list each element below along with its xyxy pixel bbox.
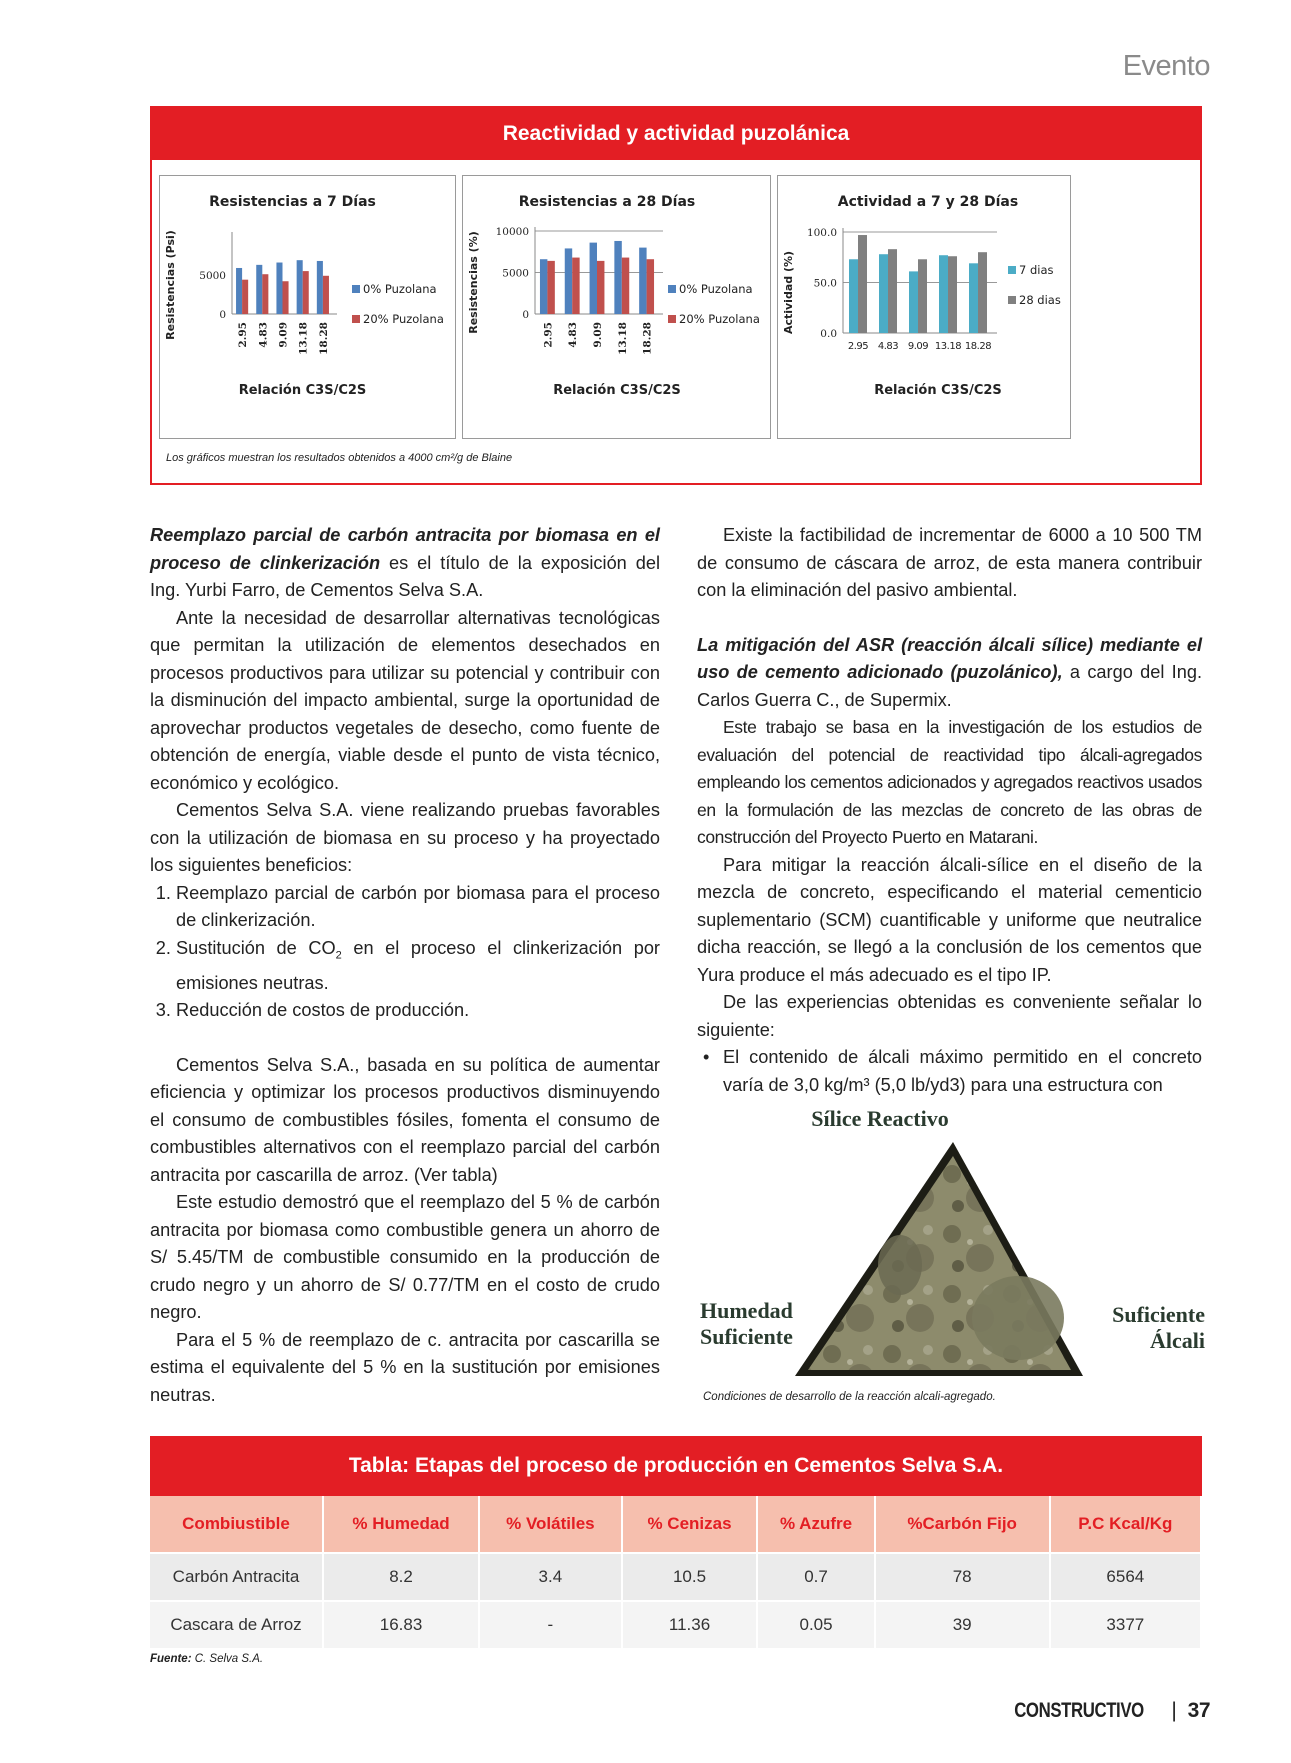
label-line: Suficiente (1112, 1302, 1205, 1327)
table-cell: 6564 (1050, 1553, 1201, 1601)
bar-7-dias (969, 263, 978, 333)
bar-20-puzolana (572, 258, 579, 314)
table-cell: 16.83 (323, 1601, 479, 1648)
figure-box (150, 106, 1202, 485)
chart-resistencias-28 (463, 176, 772, 438)
bar-28-dias (858, 235, 867, 333)
data-table (150, 1496, 1202, 1648)
list-item-text: en el proceso el clinkerización por emisiones neutras. (176, 937, 660, 993)
chart-resistencias-7 (160, 176, 457, 438)
list-item: 1. Reemplazo parcial de carbón por biomasa para el proceso de clinkerización. (176, 880, 660, 935)
magazine-brand: CONSTRUCTIVO (1014, 1699, 1144, 1722)
label-line: Álcali (1150, 1328, 1205, 1353)
triangle-graphic (700, 1100, 1220, 1400)
column-header: % Azufre (757, 1496, 874, 1553)
x-tick-label: 9.09 (907, 341, 929, 352)
column-header: P.C Kcal/Kg (1050, 1496, 1201, 1553)
figure-caption: Los gráficos muestran los resultados obtenidos a 4000 cm²/g de Blaine (166, 452, 513, 464)
x-tick-label: 2.95 (542, 322, 555, 348)
x-tick-label: 9.09 (592, 322, 604, 348)
bar-0-puzolana (614, 241, 621, 314)
paragraph-r4: Para mitigar la reacción álcali-sílice en el diseño de la mezcla de concreto, especificando el material cementicio suplementario (SCM) cuantificable y uniforme que neutralice dicha reacción, se llegó a la conclusión de los cementos que Yura produce el más adecuado es el tipo IP. (697, 854, 1202, 985)
x-tick-label: 2.95 (847, 341, 869, 352)
x-tick-label: 13.18 (616, 322, 629, 355)
page-footer (998, 1699, 1210, 1723)
table-cell: 3.4 (479, 1553, 622, 1601)
table-cell: 78 (875, 1553, 1050, 1601)
legend-swatch (352, 285, 360, 293)
y-tick-label: 0 (522, 309, 529, 321)
chart-title: Resistencias a 28 Días (518, 194, 696, 210)
triangle-caption: Condiciones de desarrollo de la reacción alcali-agregado. (703, 1391, 996, 1403)
triangle-right-label (1075, 1302, 1205, 1354)
column-header: % Humedad (323, 1496, 479, 1553)
x-tick-label: 4.83 (257, 322, 270, 348)
x-tick-label: 18.28 (317, 322, 330, 355)
y-axis-label: Actividad (%) (782, 250, 795, 335)
bar-7-dias (879, 254, 888, 333)
bullet-item: • El contenido de álcali máximo permitido en el concreto varía de 3,0 kg/m³ (5,0 lb/yd3) para una estructura con (723, 1044, 1202, 1099)
table-row (150, 1553, 1201, 1601)
table-cell: 11.36 (622, 1601, 758, 1648)
table-cell: 39 (875, 1601, 1050, 1648)
bar-28-dias (918, 259, 927, 333)
paragraph-r5: De las experiencias obtenidas es conveniente señalar lo siguiente: (697, 992, 1202, 1040)
legend-swatch (1008, 296, 1016, 304)
bar-7-dias (939, 255, 948, 333)
bar-20-puzolana (647, 259, 654, 314)
chart-actividad (778, 176, 1072, 438)
column-header: %Carbón Fijo (875, 1496, 1050, 1553)
footer-separator: | (1171, 1699, 1177, 1722)
x-tick-label: 9.09 (277, 322, 290, 348)
paragraph-3: Cementos Selva S.A. viene realizando pruebas favorables con la utilización de biomasa en su proceso y ha proyectado los siguientes beneficios: (150, 800, 660, 875)
section-label: Evento (1122, 50, 1210, 82)
y-tick-label: 0.0 (820, 328, 837, 340)
y-tick-label: 100.0 (806, 227, 837, 239)
bar-0-puzolana (540, 259, 547, 314)
chart-panel-1 (159, 175, 456, 439)
bar-28-dias (948, 256, 957, 333)
bar-7-dias (909, 271, 918, 333)
figure-title: Reactividad y actividad puzolánica (152, 108, 1200, 160)
legend-label: 20% Puzolana (363, 312, 444, 326)
bar-7-dias (849, 259, 858, 333)
y-axis-label: Resistencias (%) (467, 231, 480, 334)
list-item (176, 935, 660, 998)
x-axis-label: Relación C3S/C2S (553, 383, 681, 398)
bar-0-puzolana (639, 248, 646, 314)
label-line: Humedad (700, 1298, 793, 1323)
paragraph-1 (150, 522, 660, 605)
paragraph-r2-text: a cargo del Ing. Carlos Guerra C., de Supermix. (697, 662, 1202, 710)
spacer (150, 1025, 660, 1052)
table-cell: 10.5 (622, 1553, 758, 1601)
left-column (150, 522, 660, 1409)
subscript: 2 (335, 949, 342, 962)
x-tick-label: 4.83 (567, 322, 580, 348)
legend-swatch (1008, 266, 1016, 274)
triangle-left-label (700, 1298, 820, 1350)
chart-title: Actividad a 7 y 28 Días (837, 194, 1019, 210)
paragraph-r1: Existe la factibilidad de incrementar de 6000 a 10 500 TM de consumo de cáscara de arroz, de esta manera contribuir con la eliminación del pasivo ambiental. (697, 525, 1202, 600)
bar-20-puzolana (283, 281, 289, 314)
paragraph-r3: Este trabajo se basa en la investigación de los estudios de evaluación del potencial de reactividad tipo álcali-agregados empleando los cementos adicionados y agregados reactivos usados en la formulación de las mezclas de concreto de las obras de construcción del Proyecto Puerto en Matarani. (697, 717, 1202, 847)
table-title: Tabla: Etapas del proceso de producción en Cementos Selva S.A. (150, 1436, 1202, 1496)
table-cell: 0.7 (757, 1553, 874, 1601)
legend-swatch (352, 315, 360, 323)
right-column (697, 522, 1202, 1099)
column-header: % Volátiles (479, 1496, 622, 1553)
bar-20-puzolana (262, 274, 268, 314)
bar-28-dias (888, 249, 897, 333)
chart-title: Resistencias a 7 Días (209, 194, 376, 210)
list-item: 3. Reducción de costos de producción. (176, 997, 660, 1025)
table-source (150, 1653, 263, 1665)
paragraph-5: Este estudio demostró que el reemplazo del 5 % de carbón antracita por biomasa como combustible genera un ahorro de S/ 5.45/TM de combustible consumido en la producción de crudo negro y un ahorro de S/ 0.77/TM en el costo de crudo negro. (150, 1192, 660, 1323)
bar-0-puzolana (590, 243, 597, 314)
legend-label: 7 dias (1019, 263, 1054, 277)
bar-28-dias (978, 252, 987, 333)
x-tick-label: 4.83 (877, 341, 899, 352)
x-tick-label: 2.95 (237, 322, 250, 348)
label-line: Suficiente (700, 1324, 793, 1349)
list-item-text: Sustitución de CO (176, 937, 336, 958)
y-tick-label: 5000 (199, 270, 226, 282)
bar-20-puzolana (303, 271, 309, 314)
y-tick-label: 0 (219, 309, 226, 321)
legend-swatch (668, 315, 676, 323)
x-axis-label: Relación C3S/C2S (874, 383, 1002, 398)
bar-20-puzolana (597, 261, 604, 314)
bar-0-puzolana (297, 260, 303, 314)
bar-20-puzolana (242, 280, 248, 314)
bullet-list (697, 1044, 1202, 1099)
column-header: Combiustible (150, 1496, 323, 1553)
table-cell: Cascara de Arroz (150, 1601, 323, 1648)
chart-panel-2 (462, 175, 771, 439)
table-cell: Carbón Antracita (150, 1553, 323, 1601)
x-tick-label: 13.18 (297, 322, 310, 355)
legend-swatch (668, 285, 676, 293)
column-header: % Cenizas (622, 1496, 758, 1553)
legend-label: 20% Puzolana (679, 312, 760, 326)
paragraph-2: Ante la necesidad de desarrollar alternativas tecnológicas que permitan la utilización de elementos desechados en procesos productivos para utilizar su potencial y contribuir con la disminución del impacto ambiental, surge la oportunidad de aprovechar productos vegetales de desecho, como fuente de obtención de energía, viable desde el punto de vista técnico, económico y ecológico. (150, 607, 660, 793)
table-cell: - (479, 1601, 622, 1648)
benefits-list (150, 880, 660, 1025)
article-title-1: Reemplazo parcial de carbón antracita por biomasa en el proceso de clinkerización (150, 525, 660, 573)
bar-0-puzolana (256, 265, 262, 314)
bar-20-puzolana (547, 261, 554, 314)
triangle-top-label: Sílice Reactivo (811, 1106, 949, 1131)
paragraph-1-text: es el título de la exposición del Ing. Yurbi Farro, de Cementos Selva S.A. (150, 552, 660, 600)
paragraph-6: Para el 5 % de reemplazo de c. antracita por cascarilla se estima el equivalente del 5 % en la sustitución por emisiones neutras. (150, 1329, 660, 1405)
article-title-2: La mitigación del ASR (reacción álcali sílice) mediante el uso de cemento adicionado (puzolánico), (697, 634, 1202, 682)
paragraph-4: Cementos Selva S.A., basada en su política de aumentar eficiencia y optimizar los procesos productivos disminuyendo el consumo de combustibles fósiles, fomenta el consumo de combustibles alternativos con el reemplazo parcial del carbón antracita por cascarilla de arroz. (Ver tabla) (150, 1054, 660, 1185)
source-text: C. Selva S.A. (191, 1653, 264, 1665)
chart-panel-3 (777, 175, 1071, 439)
page-number: 37 (1187, 1699, 1210, 1722)
bar-0-puzolana (317, 261, 323, 314)
legend-label: 0% Puzolana (363, 282, 437, 296)
table-cell: 8.2 (323, 1553, 479, 1601)
paragraph-r2 (697, 632, 1202, 715)
x-axis-label: Relación C3S/C2S (238, 383, 367, 398)
table-cell: 0.05 (757, 1601, 874, 1648)
y-axis-label: Resistencias (Psi) (164, 230, 177, 340)
asr-triangle-figure (700, 1100, 1220, 1400)
x-tick-label: 18.28 (641, 322, 654, 355)
y-tick-label: 10000 (495, 226, 529, 238)
table-row (150, 1601, 1201, 1648)
x-tick-label: 18.28 (964, 341, 992, 352)
bar-0-puzolana (276, 263, 282, 314)
bar-20-puzolana (622, 258, 629, 314)
legend-label: 28 dias (1019, 293, 1061, 307)
source-label: Fuente: (150, 1653, 192, 1665)
legend-label: 0% Puzolana (679, 282, 753, 296)
y-tick-label: 5000 (502, 267, 529, 280)
spacer (697, 605, 1202, 632)
data-table-box (150, 1436, 1202, 1648)
bar-20-puzolana (323, 276, 329, 314)
x-tick-label: 13.18 (934, 341, 962, 352)
table-header-row (150, 1496, 1201, 1553)
bar-0-puzolana (236, 268, 242, 314)
y-tick-label: 50.0 (813, 277, 837, 290)
table-cell: 3377 (1050, 1601, 1201, 1648)
bar-0-puzolana (565, 248, 572, 314)
